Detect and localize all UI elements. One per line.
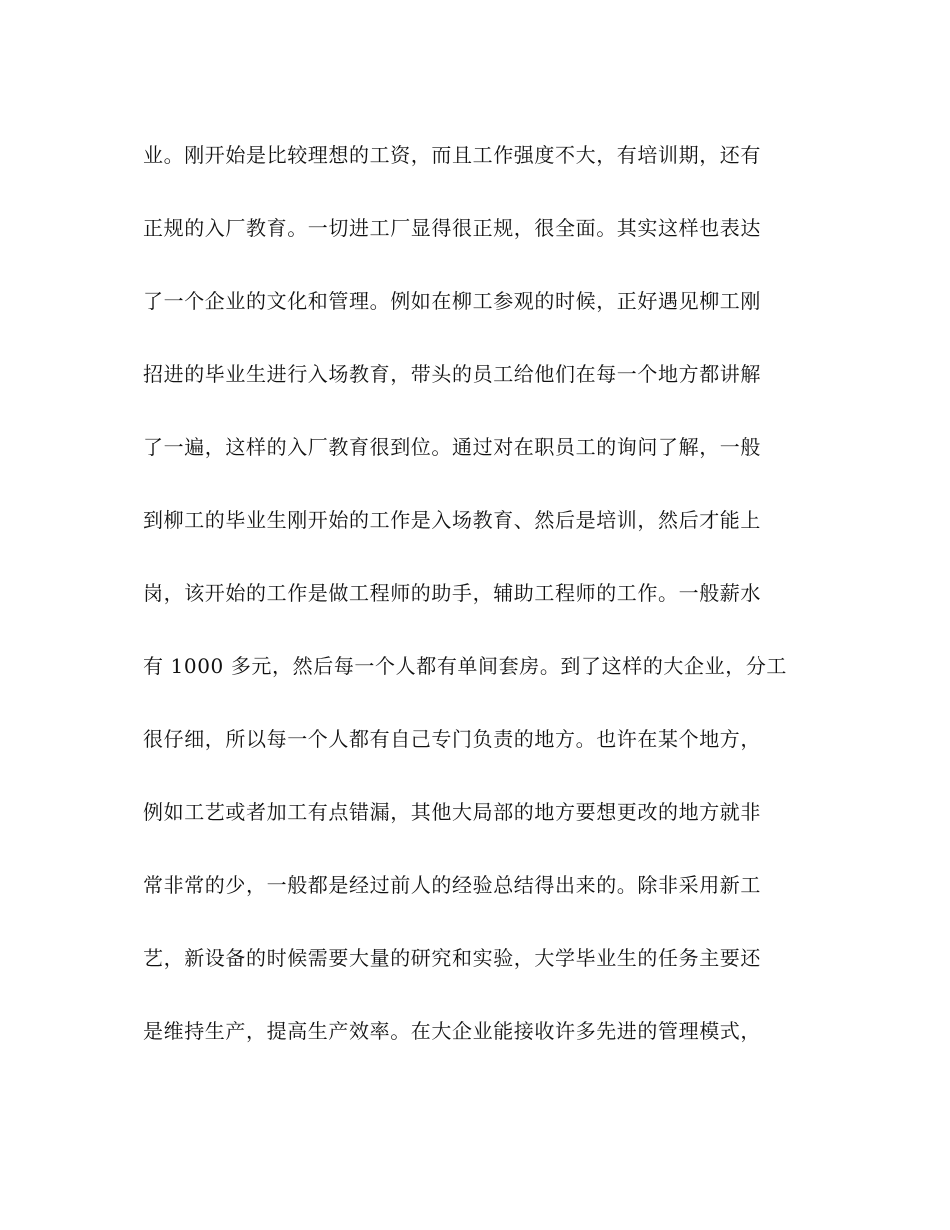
text-line-2: 正规的入厂教育。一切进工厂显得很正规，很全面。其实这样也表达 <box>143 216 761 240</box>
text-line-13: 是维持生产，提高生产效率。在大企业能接收许多先进的管理模式， <box>143 1019 761 1043</box>
text-line-1: 业。刚开始是比较理想的工资，而且工作强度不大，有培训期，还有 <box>143 143 761 167</box>
text-line-5: 了一遍，这样的入厂教育很到位。通过对在职员工的询问了解，一般 <box>143 435 761 459</box>
text-line-9: 很仔细，所以每一个人都有自己专门负责的地方。也许在某个地方， <box>143 727 761 751</box>
text-line-11: 常非常的少，一般都是经过前人的经验总结得出来的。除非采用新工 <box>143 873 761 897</box>
text-line-8: 有 1000 多元，然后每一个人都有单间套房。到了这样的大企业，分工 <box>143 654 788 678</box>
body-text <box>143 130 813 1079</box>
text-line-4: 招进的毕业生进行入场教育，带头的员工给他们在每一个地方都讲解 <box>143 362 761 386</box>
text-line-3: 了一个企业的文化和管理。例如在柳工参观的时候，正好遇见柳工刚 <box>143 289 761 313</box>
text-line-12: 艺，新设备的时候需要大量的研究和实验，大学毕业生的任务主要还 <box>143 946 761 970</box>
text-line-7: 岗，该开始的工作是做工程师的助手，辅助工程师的工作。一般薪水 <box>143 581 761 605</box>
text-line-6: 到柳工的毕业生刚开始的工作是入场教育、然后是培训，然后才能上 <box>143 508 761 532</box>
text-line-10: 例如工艺或者加工有点错漏，其他大局部的地方要想更改的地方就非 <box>143 800 761 824</box>
